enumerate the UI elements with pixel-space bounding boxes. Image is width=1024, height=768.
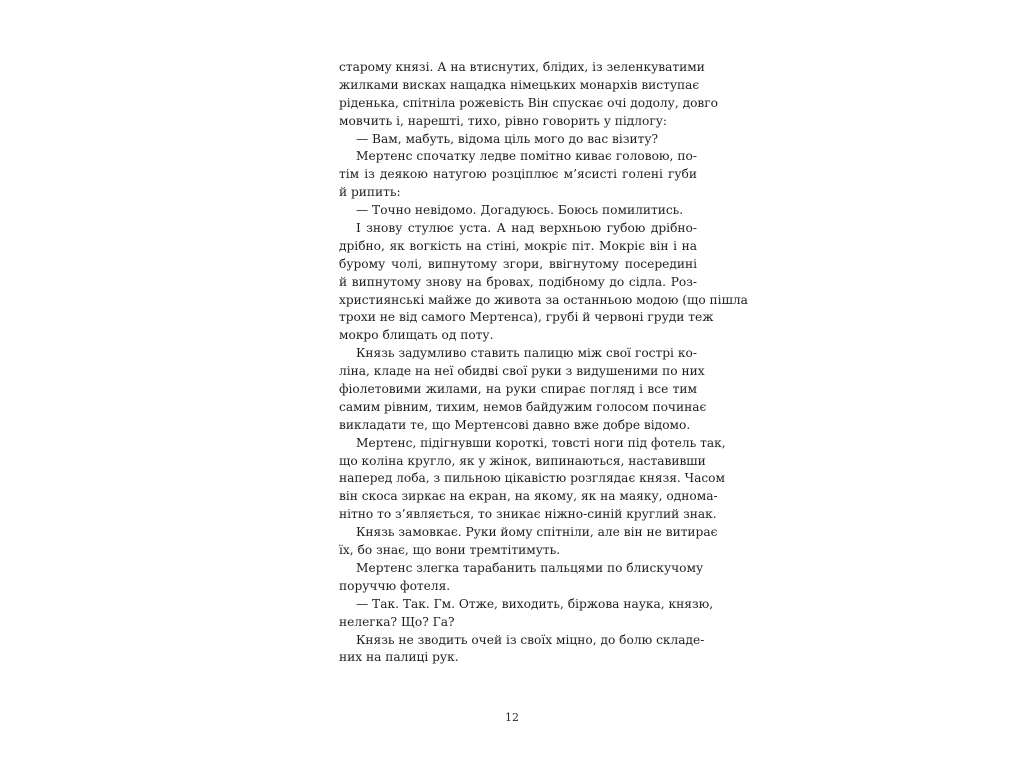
text-line: жилками висках нащадка німецьких монархів виступає xyxy=(339,77,700,92)
text-line: мовчить і, нарешті, тихо, рівно говорить у підлогу: xyxy=(339,113,668,128)
text-line: поруччю фотеля. xyxy=(339,578,451,593)
text-line: рiденька, спітніла рожевість Він спускає очі додолу, довго xyxy=(339,95,719,110)
text-line: нелегка? Що? Га? xyxy=(339,614,455,629)
text-line: них на палиці рук. xyxy=(339,650,459,665)
text-line: викладати те, що Мертенсові давно вже добре відомо. xyxy=(339,417,691,432)
text-line: — Точно невідомо. Догадуюсь. Боюсь помилитись. xyxy=(356,203,684,218)
text-line: ліна, кладе на неї обидві свої руки з видушеними по них xyxy=(339,364,705,379)
text-line: — Вам, мабуть, відома ціль мого до вас візиту? xyxy=(356,131,659,146)
text-line: старому князі. А на втиснутих, блідих, із зеленкуватими xyxy=(339,60,705,74)
text-line: мокро блищать од поту. xyxy=(339,328,494,343)
text-line: Мертенс злегка тарабанить пальцями по блискучому xyxy=(356,560,704,575)
text-line: їх, бо знає, що вони тремтітимуть. xyxy=(339,543,561,558)
text-line: нітно то з’являється, то зникає ніжно-синій круглий знак. xyxy=(339,507,717,522)
text-line: — Так. Так. Гм. Отже, виходить, біржова наука, князю, xyxy=(356,596,714,611)
page-number: 12 xyxy=(505,711,519,724)
text-line: І знову стулює уста. А над верхньою губою дрібно- xyxy=(356,221,697,236)
text-line: фіолетовими жилами, на руки спирає погляд і все тим xyxy=(339,382,697,397)
text-line: наперед лоба, з пильною цікавістю розглядає князя. Часом xyxy=(339,471,725,486)
text-line: християнські майже до живота за останньою модою (що пішла xyxy=(339,292,748,307)
text-line: Князь замовкає. Руки йому спітніли, але він не витирає xyxy=(356,525,718,540)
text-line: й випнутому знову на бровах, подібному до сідла. Роз- xyxy=(339,274,697,289)
body-text xyxy=(339,59,748,667)
text-line: самим рівним, тихим, немов байдужим голосом починає xyxy=(339,399,707,414)
text-line: Мертенс, підігнувши короткі, товсті ноги під фотель так, xyxy=(356,435,726,450)
text-line: що коліна кругло, як у жінок, випинаються, наставивши xyxy=(339,453,706,468)
text-line: трохи не від самого Мертенса), грубі й червоні груди теж xyxy=(339,310,714,325)
text-line: й рипить: xyxy=(339,185,401,200)
text-line: він скоса зиркає на екран, на якому, як на маяку, однома- xyxy=(339,489,718,504)
text-line: Князь задумливо ставить палицю між свої гострі ко- xyxy=(356,346,697,361)
text-line: Мертенс спочатку ледве помітно киває головою, по- xyxy=(356,149,697,164)
text-line: бурому чолі, випнутому згори, ввігнутому посередині xyxy=(339,256,697,271)
text-line: дрібно, як вогкість на стіні, мокріє піт. Мокріє він і на xyxy=(339,238,697,253)
text-line: тім із деякою натугою розціплює м’ясисті голені губи xyxy=(339,167,697,182)
text-line: Князь не зводить очей із своїх міцно, до болю складе- xyxy=(356,632,705,647)
